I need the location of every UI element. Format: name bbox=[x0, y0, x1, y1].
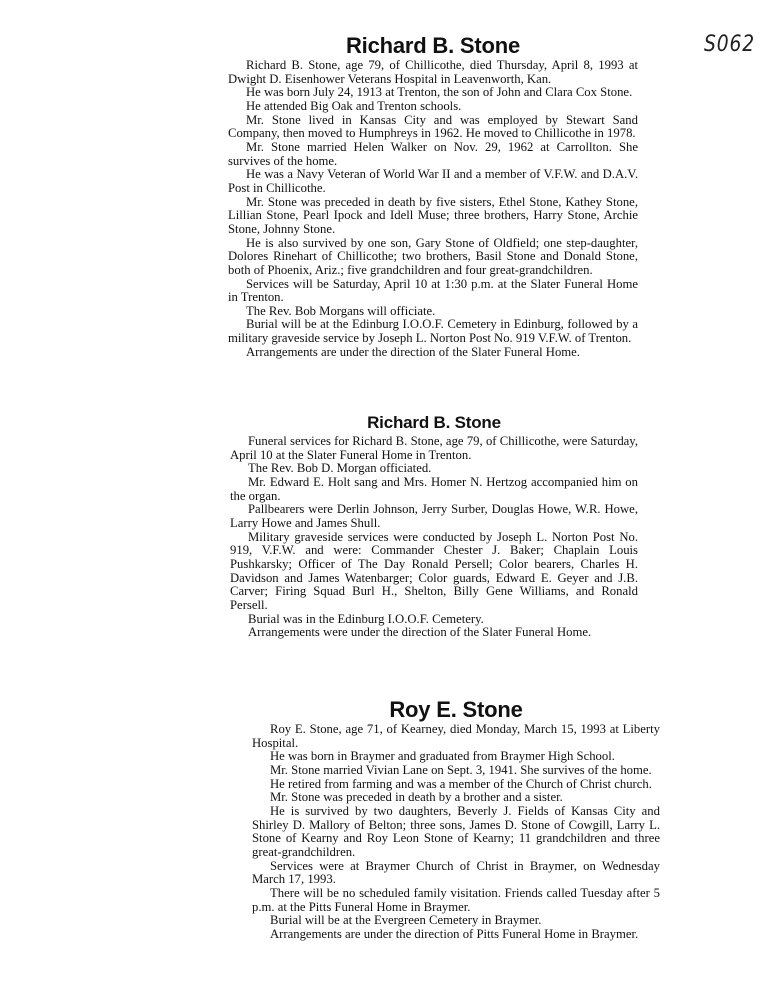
paragraph: There will be no scheduled family visitation. Friends called Tuesday after 5 p.m. at the Pitts Funeral Home in Braymer. bbox=[252, 885, 660, 914]
obituary-body-roy bbox=[252, 723, 660, 942]
paragraph: Richard B. Stone, age 79, of Chillicothe, died Thursday, April 8, 1993 at Dwight D. Eisenhower Veterans Hospital in Leavenworth, Kan. bbox=[228, 58, 638, 86]
paragraph: Mr. Stone married Vivian Lane on Sept. 3, 1941. She survives of the home. bbox=[270, 762, 652, 777]
paragraph: Burial will be at the Edinburg I.O.O.F. Cemetery in Edinburg, followed by a military graveside service by Joseph L. Norton Post No. 919 V.F.W. of Trenton. bbox=[228, 317, 638, 346]
paragraph: Funeral services for Richard B. Stone, age 79, of Chillicothe, were Saturday, April 10 at the Slater Funeral Home in Trenton. bbox=[230, 434, 638, 462]
funeral-notice-body bbox=[230, 435, 638, 640]
paragraph: The Rev. Bob Morgans will officiate. bbox=[246, 303, 436, 318]
paragraph: Roy E. Stone, age 71, of Kearney, died Monday, March 15, 1993 at Liberty Hospital. bbox=[252, 722, 660, 750]
paragraph: Mr. Stone was preceded in death by five sisters, Ethel Stone, Kathey Stone, Lillian Stone, Pearl Ipock and Idell Muse; three brothers, Harry Stone, Archie Stone, Johnny Stone. bbox=[228, 194, 638, 236]
paragraph: Services will be Saturday, April 10 at 1:30 p.m. at the Slater Funeral Home in Trenton. bbox=[228, 276, 638, 305]
paragraph: Mr. Stone lived in Kansas City and was employed by Stewart Sand Company, then moved to Humphreys in 1962. He moved to Chillicothe in 1978. bbox=[228, 112, 638, 141]
paragraph: He was born July 24, 1913 at Trenton, the son of John and Clara Cox Stone. bbox=[246, 85, 633, 100]
paragraph: He attended Big Oak and Trenton schools. bbox=[246, 98, 462, 113]
paragraph: Arrangements are under the direction of the Slater Funeral Home. bbox=[246, 344, 580, 359]
paragraph: He retired from farming and was a member of the Church of Christ church. bbox=[270, 776, 652, 791]
paragraph: He is also survived by one son, Gary Stone of Oldfield; one step-daughter, Dolores Rinehart of Chillicothe; two brothers, Basil Stone and Donald Stone, both of Phoenix, Ariz.; five grandchildren and four great-grandchildren. bbox=[228, 235, 638, 277]
paragraph: Burial will be at the Evergreen Cemetery in Braymer. bbox=[270, 913, 542, 928]
paragraph: He is survived by two daughters, Beverly J. Fields of Kansas City and Shirley D. Mallory of Belton; three sons, James D. Stone of Cowgill, Larry L. Stone of Kearny and Roy Leon Stone of Kearny; 11 grandchildren and three great-grandchildren. bbox=[252, 803, 660, 859]
paragraph: Services were at Braymer Church of Christ in Braymer, on Wednesday March 17, 1993. bbox=[252, 858, 660, 887]
paragraph: Arrangements are under the direction of Pitts Funeral Home in Braymer. bbox=[270, 926, 639, 941]
archive-page-number: S062 bbox=[704, 32, 755, 57]
obituary-heading-roy: Roy E. Stone bbox=[389, 697, 523, 722]
paragraph: Arrangements were under the direction of the Slater Funeral Home. bbox=[248, 625, 592, 640]
obituary-heading: Richard B. Stone bbox=[345, 33, 521, 58]
paragraph: The Rev. Bob D. Morgan officiated. bbox=[248, 461, 432, 476]
paragraph: Burial was in the Edinburg I.O.O.F. Cemetery. bbox=[248, 611, 484, 626]
paragraph: Mr. Edward E. Holt sang and Mrs. Homer N. Hertzog accompanied him on the organ. bbox=[230, 474, 638, 503]
paragraph: Pallbearers were Derlin Johnson, Jerry Surber, Douglas Howe, W.R. Howe, Larry Howe and James Shull. bbox=[230, 502, 638, 530]
paragraph: Mr. Stone was preceded in death by a brother and a sister. bbox=[270, 790, 563, 805]
funeral-notice-heading: Richard B. Stone bbox=[367, 413, 501, 432]
paragraph: Mr. Stone married Helen Walker on Nov. 29, 1962 at Carrollton. She survives of the home. bbox=[228, 139, 638, 168]
obituary-body bbox=[228, 59, 638, 359]
paragraph: He was born in Braymer and graduated from Braymer High School. bbox=[270, 749, 615, 764]
paragraph: Military graveside services were conducted by Joseph L. Norton Post No. 919, V.F.W. and were: Commander Chester J. Baker; Chaplain Louis Pushkarsky; Officer of The Day Ronald Persell; Color bearers, Charles H. Davidson and James Watenbarger; Color guards, Edward E. Geyer and J.B. Carver; Firing Squad Burl H., Shelton, Billy Gene Williams, and Ronald Persell. bbox=[230, 529, 638, 612]
paragraph: He was a Navy Veteran of World War II and a member of V.F.W. and D.A.V. Post in Chillicothe. bbox=[228, 167, 638, 195]
